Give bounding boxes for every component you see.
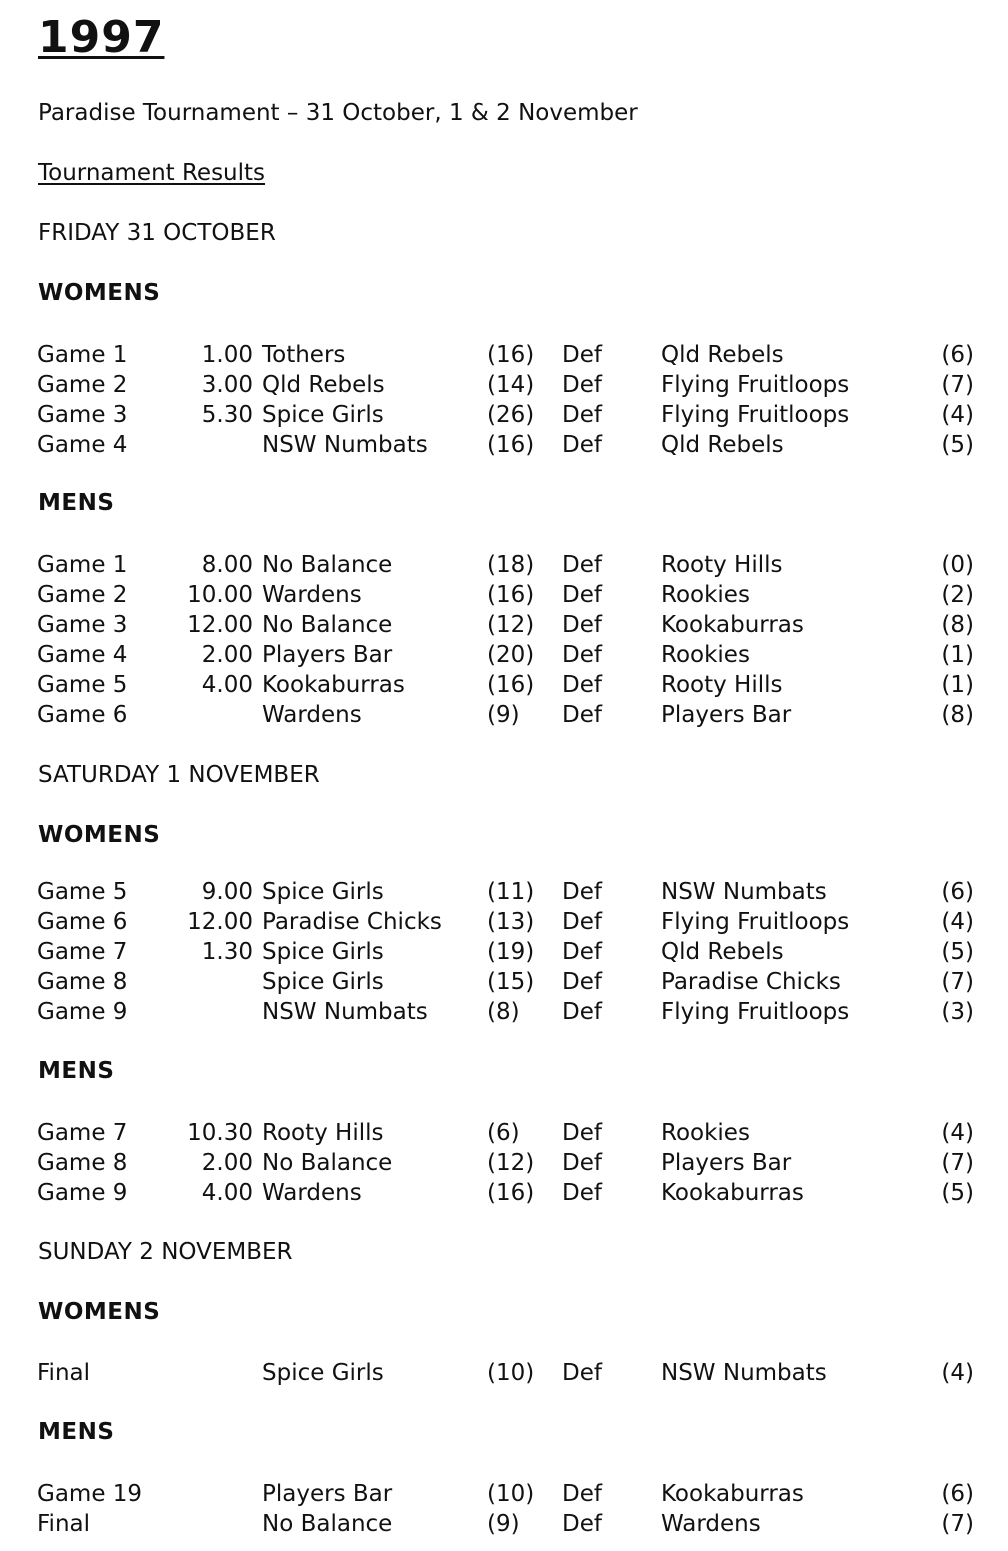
losing-score: (6) — [941, 1481, 974, 1507]
section-heading-womens: WOMENS — [38, 1299, 161, 1325]
losing-team: Flying Fruitloops — [661, 999, 850, 1025]
winning-score: (12) — [487, 1150, 535, 1176]
winning-team: Qld Rebels — [262, 372, 385, 398]
losing-score: (4) — [941, 909, 974, 935]
winning-team: Kookaburras — [262, 672, 405, 698]
losing-team: Wardens — [661, 1511, 761, 1537]
def-label: Def — [562, 582, 602, 608]
losing-team: Rooty Hills — [661, 552, 783, 578]
losing-score: (7) — [941, 969, 974, 995]
losing-score: (5) — [941, 1180, 974, 1206]
losing-score: (7) — [941, 372, 974, 398]
winning-score: (26) — [487, 402, 535, 428]
def-label: Def — [562, 1481, 602, 1507]
game-label: Game 6 — [37, 909, 128, 935]
winning-score: (9) — [487, 702, 520, 728]
result-row — [0, 1479, 1008, 1509]
section-heading-mens: MENS — [38, 490, 115, 516]
winning-team: Players Bar — [262, 1481, 393, 1507]
day-heading-saturday: SATURDAY 1 NOVEMBER — [38, 762, 320, 788]
game-label: Game 1 — [37, 552, 128, 578]
result-row — [0, 400, 1008, 430]
game-time: 2.00 — [201, 1150, 253, 1176]
def-label: Def — [562, 969, 602, 995]
losing-score: (4) — [941, 402, 974, 428]
winning-score: (19) — [487, 939, 535, 965]
section-heading-womens: WOMENS — [38, 280, 161, 306]
losing-team: Flying Fruitloops — [661, 372, 850, 398]
def-label: Def — [562, 702, 602, 728]
def-label: Def — [562, 642, 602, 668]
def-label: Def — [562, 612, 602, 638]
game-label: Game 8 — [37, 969, 128, 995]
losing-team: Players Bar — [661, 702, 792, 728]
def-label: Def — [562, 432, 602, 458]
winning-team: Tothers — [262, 342, 346, 368]
winning-team: Players Bar — [262, 642, 393, 668]
def-label: Def — [562, 909, 602, 935]
losing-team: Flying Fruitloops — [661, 909, 850, 935]
def-label: Def — [562, 342, 602, 368]
result-row — [0, 340, 1008, 370]
game-label: Game 9 — [37, 999, 128, 1025]
winning-team: NSW Numbats — [262, 432, 428, 458]
game-label: Game 7 — [37, 1120, 128, 1146]
winning-score: (10) — [487, 1481, 535, 1507]
winning-team: Wardens — [262, 702, 362, 728]
def-label: Def — [562, 552, 602, 578]
game-time: 1.30 — [201, 939, 253, 965]
winning-score: (16) — [487, 432, 535, 458]
losing-team: Kookaburras — [661, 1180, 804, 1206]
game-time: 4.00 — [201, 1180, 253, 1206]
game-label: Game 4 — [37, 432, 128, 458]
losing-score: (6) — [941, 879, 974, 905]
winning-team: Rooty Hills — [262, 1120, 384, 1146]
result-row — [0, 907, 1008, 937]
result-row — [0, 700, 1008, 730]
game-label: Game 6 — [37, 702, 128, 728]
losing-team: Rookies — [661, 582, 750, 608]
losing-score: (6) — [941, 342, 974, 368]
winning-team: No Balance — [262, 1150, 393, 1176]
losing-score: (4) — [941, 1360, 974, 1386]
losing-team: Qld Rebels — [661, 342, 784, 368]
winning-score: (16) — [487, 582, 535, 608]
game-time: 1.00 — [201, 342, 253, 368]
results-heading: Tournament Results — [38, 160, 266, 186]
result-row — [0, 370, 1008, 400]
game-time: 3.00 — [201, 372, 253, 398]
losing-team: Paradise Chicks — [661, 969, 841, 995]
losing-score: (7) — [941, 1511, 974, 1537]
section-heading-mens: MENS — [38, 1419, 115, 1445]
losing-score: (2) — [941, 582, 974, 608]
winning-team: No Balance — [262, 1511, 393, 1537]
game-label: Game 2 — [37, 372, 128, 398]
result-row — [0, 1509, 1008, 1539]
game-label: Final — [37, 1360, 91, 1386]
winning-team: No Balance — [262, 612, 393, 638]
losing-score: (7) — [941, 1150, 974, 1176]
winning-team: NSW Numbats — [262, 999, 428, 1025]
game-time: 4.00 — [201, 672, 253, 698]
winning-team: Spice Girls — [262, 402, 384, 428]
game-label: Game 19 — [37, 1481, 143, 1507]
def-label: Def — [562, 1180, 602, 1206]
winning-score: (8) — [487, 999, 520, 1025]
winning-score: (14) — [487, 372, 535, 398]
losing-team: NSW Numbats — [661, 1360, 827, 1386]
winning-team: Wardens — [262, 1180, 362, 1206]
game-label: Game 8 — [37, 1150, 128, 1176]
game-time: 5.30 — [201, 402, 253, 428]
losing-team: Rookies — [661, 1120, 750, 1146]
result-row — [0, 1358, 1008, 1388]
result-row — [0, 580, 1008, 610]
day-heading-sunday: SUNDAY 2 NOVEMBER — [38, 1239, 293, 1265]
winning-score: (20) — [487, 642, 535, 668]
def-label: Def — [562, 1150, 602, 1176]
losing-score: (0) — [941, 552, 974, 578]
winning-score: (6) — [487, 1120, 520, 1146]
losing-score: (5) — [941, 432, 974, 458]
def-label: Def — [562, 1511, 602, 1537]
winning-score: (13) — [487, 909, 535, 935]
game-time: 10.00 — [187, 582, 253, 608]
losing-team: Rooty Hills — [661, 672, 783, 698]
losing-team: Players Bar — [661, 1150, 792, 1176]
winning-score: (11) — [487, 879, 535, 905]
losing-score: (8) — [941, 612, 974, 638]
winning-score: (15) — [487, 969, 535, 995]
winning-team: Wardens — [262, 582, 362, 608]
result-row — [0, 550, 1008, 580]
result-row — [0, 877, 1008, 907]
winning-score: (16) — [487, 672, 535, 698]
def-label: Def — [562, 939, 602, 965]
game-label: Game 9 — [37, 1180, 128, 1206]
result-row — [0, 640, 1008, 670]
year-title: 1997 — [38, 12, 165, 63]
winning-score: (10) — [487, 1360, 535, 1386]
game-time: 9.00 — [201, 879, 253, 905]
game-label: Game 3 — [37, 612, 128, 638]
winning-team: No Balance — [262, 552, 393, 578]
winning-team: Spice Girls — [262, 879, 384, 905]
tournament-subtitle: Paradise Tournament – 31 October, 1 & 2 November — [38, 100, 638, 126]
result-row — [0, 997, 1008, 1027]
game-time: 10.30 — [187, 1120, 253, 1146]
losing-team: Flying Fruitloops — [661, 402, 850, 428]
game-label: Game 5 — [37, 879, 128, 905]
winning-score: (16) — [487, 342, 535, 368]
def-label: Def — [562, 402, 602, 428]
game-label: Game 4 — [37, 642, 128, 668]
losing-score: (1) — [941, 642, 974, 668]
game-time: 8.00 — [201, 552, 253, 578]
winning-score: (18) — [487, 552, 535, 578]
losing-team: NSW Numbats — [661, 879, 827, 905]
losing-score: (4) — [941, 1120, 974, 1146]
losing-team: Rookies — [661, 642, 750, 668]
game-time: 12.00 — [187, 612, 253, 638]
winning-score: (12) — [487, 612, 535, 638]
section-heading-mens: MENS — [38, 1058, 115, 1084]
def-label: Def — [562, 672, 602, 698]
losing-team: Kookaburras — [661, 1481, 804, 1507]
losing-score: (5) — [941, 939, 974, 965]
result-row — [0, 670, 1008, 700]
game-label: Game 3 — [37, 402, 128, 428]
losing-score: (8) — [941, 702, 974, 728]
def-label: Def — [562, 372, 602, 398]
losing-team: Qld Rebels — [661, 939, 784, 965]
losing-score: (1) — [941, 672, 974, 698]
game-time: 12.00 — [187, 909, 253, 935]
game-label: Game 1 — [37, 342, 128, 368]
result-row — [0, 1118, 1008, 1148]
def-label: Def — [562, 1120, 602, 1146]
result-row — [0, 1178, 1008, 1208]
game-label: Game 2 — [37, 582, 128, 608]
def-label: Def — [562, 879, 602, 905]
result-row — [0, 430, 1008, 460]
game-time: 2.00 — [201, 642, 253, 668]
winning-team: Spice Girls — [262, 1360, 384, 1386]
winning-score: (16) — [487, 1180, 535, 1206]
result-row — [0, 967, 1008, 997]
losing-score: (3) — [941, 999, 974, 1025]
losing-team: Qld Rebels — [661, 432, 784, 458]
winning-team: Paradise Chicks — [262, 909, 442, 935]
winning-team: Spice Girls — [262, 969, 384, 995]
def-label: Def — [562, 999, 602, 1025]
day-heading-friday: FRIDAY 31 OCTOBER — [38, 220, 276, 246]
section-heading-womens: WOMENS — [38, 822, 161, 848]
def-label: Def — [562, 1360, 602, 1386]
game-label: Game 5 — [37, 672, 128, 698]
game-label: Game 7 — [37, 939, 128, 965]
result-row — [0, 937, 1008, 967]
losing-team: Kookaburras — [661, 612, 804, 638]
result-row — [0, 1148, 1008, 1178]
game-label: Final — [37, 1511, 91, 1537]
winning-score: (9) — [487, 1511, 520, 1537]
result-row — [0, 610, 1008, 640]
winning-team: Spice Girls — [262, 939, 384, 965]
